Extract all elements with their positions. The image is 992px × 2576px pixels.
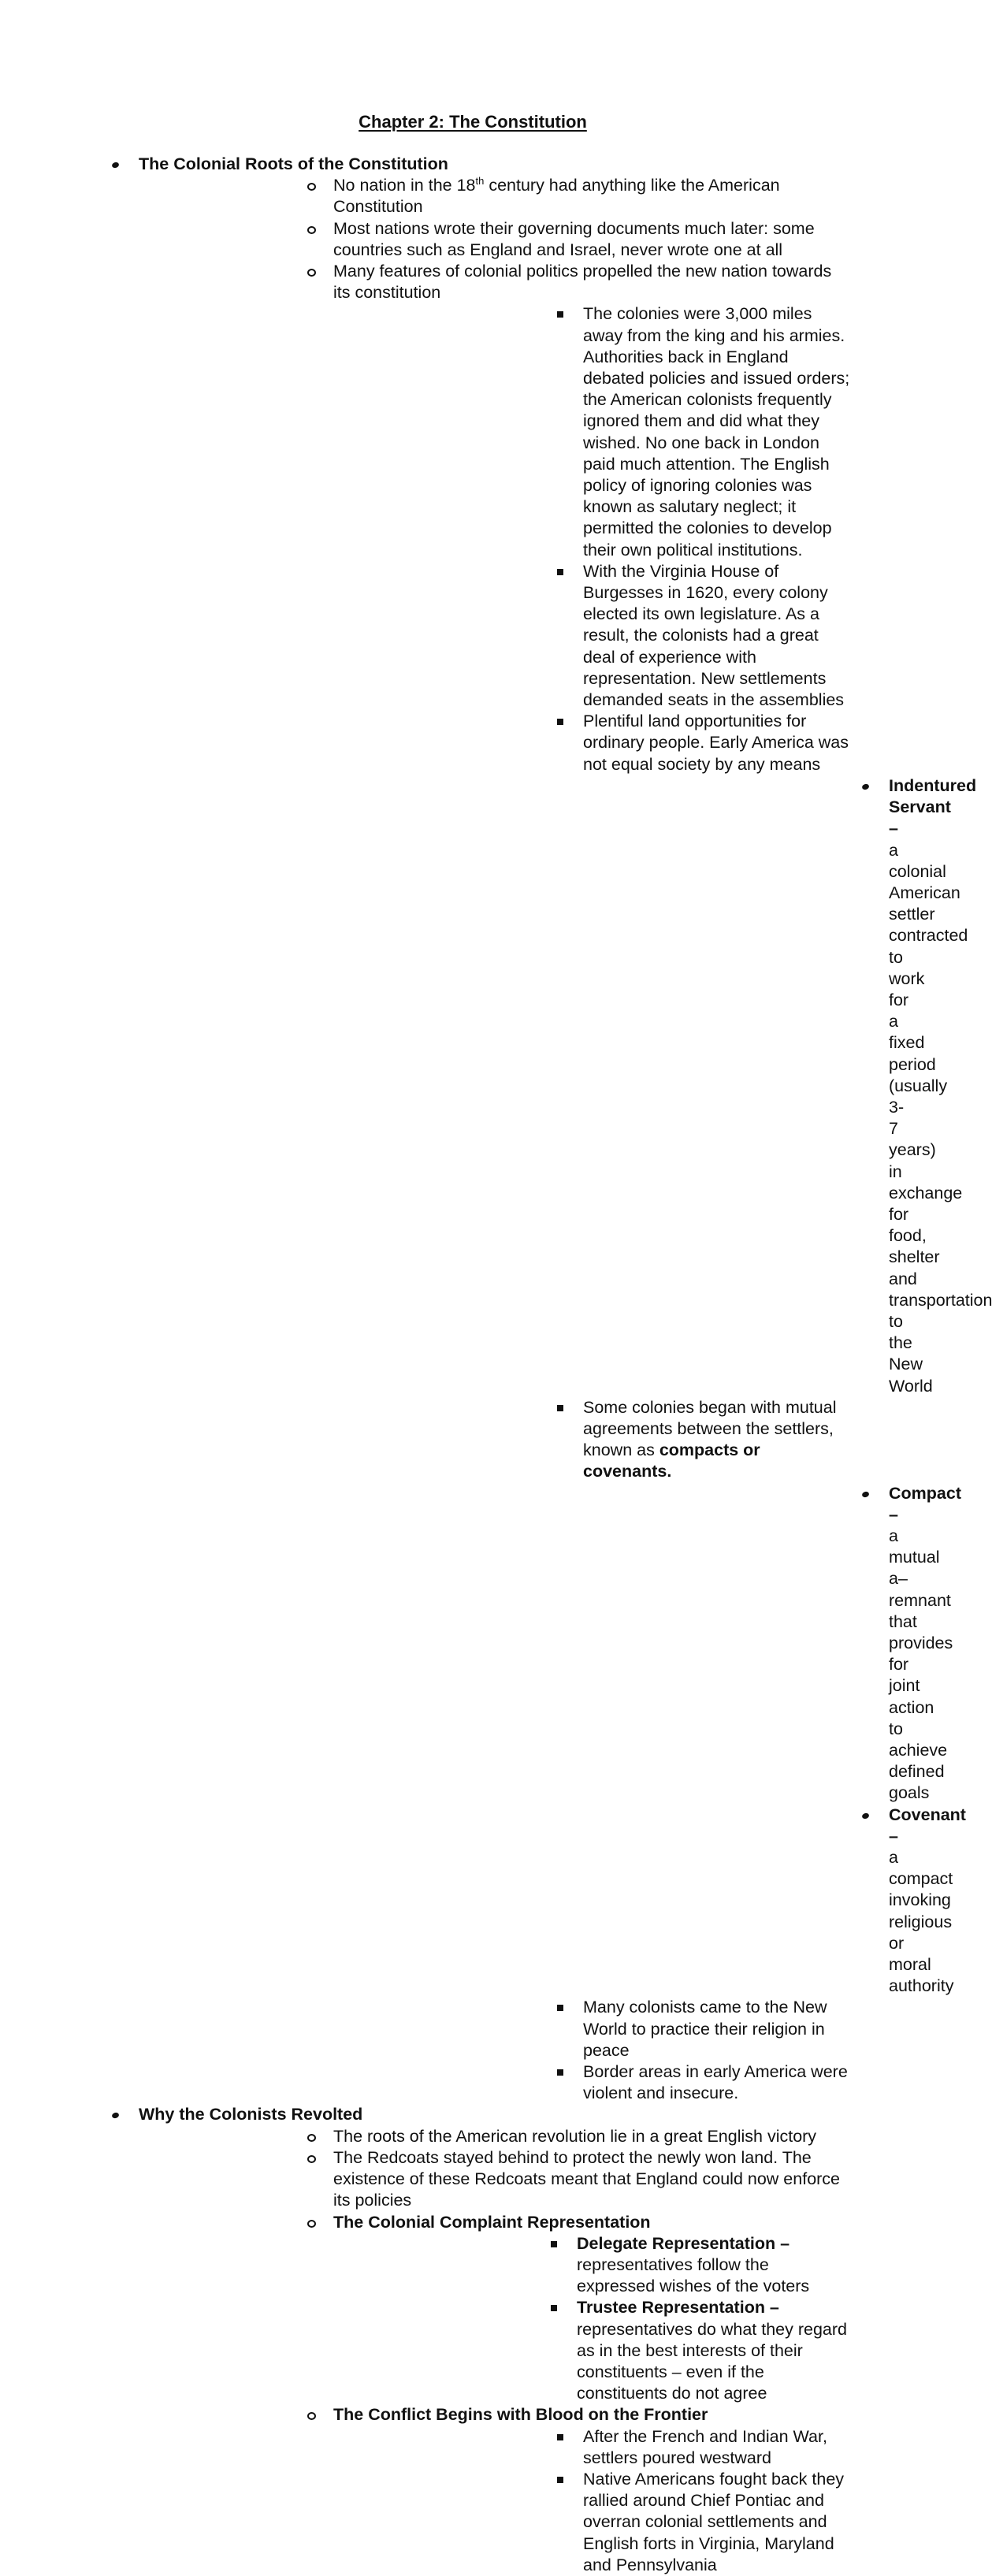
subsection-heading: The Colonial Complaint Representation xyxy=(333,2212,651,2232)
bullet-ring-icon xyxy=(307,183,316,191)
list-item-text: Plentiful land opportunities for ordinary people. Early America was not equal society by any means xyxy=(583,712,849,774)
bullet-square-icon xyxy=(557,2069,563,2076)
list-item xyxy=(333,1997,946,2061)
subsection-heading: The Conflict Begins with Blood on the Frontier xyxy=(333,2405,708,2425)
list-item xyxy=(333,711,992,1397)
bullet-ring-icon xyxy=(307,2220,316,2228)
bullet-square-icon xyxy=(557,2477,563,2483)
list-item-text: Border areas in early America were violent and insecure. xyxy=(583,2062,848,2103)
bullet-ring-icon xyxy=(307,269,316,277)
definition-text: Compact – a mutual a–remnant that provides for joint action to achieve defined goals xyxy=(889,1483,961,1803)
bullet-square-icon xyxy=(557,1405,563,1411)
list-item-text: Many colonists came to the New World to practice their religion in peace xyxy=(583,1998,827,2060)
section-colonial-roots xyxy=(0,154,992,2104)
bullet-ring-icon xyxy=(307,226,316,234)
list-item-text: Native Americans fought back they rallied around Chief Pontiac and overran colonial settlements and English forts in Virginia, Maryland and Pennsylvania xyxy=(583,2469,845,2574)
notes-outline xyxy=(0,154,992,2576)
subsection-conflict-frontier xyxy=(139,2404,946,2576)
term-label: Indentured Servant – xyxy=(889,775,977,838)
section-why-revolted xyxy=(0,2104,946,2575)
bullet-disc-icon xyxy=(861,1812,870,1820)
list-item xyxy=(333,1397,966,1998)
list-item xyxy=(139,2147,946,2212)
bullet-square-icon xyxy=(557,311,563,318)
list-item-text: With the Virginia House of Burgesses in 1620, every colony elected its own legislature. As a result, the colonists had a great deal of experience with representation. New settlements demanded seats in the assemblies xyxy=(583,561,845,710)
list-item xyxy=(139,175,946,217)
bullet-square-icon xyxy=(551,2241,557,2247)
definition-item xyxy=(333,2297,946,2404)
bullet-square-icon xyxy=(557,719,563,725)
page-title: Chapter 2: The Constitution xyxy=(359,112,587,132)
list-item-text: The Redcoats stayed behind to protect the newly won land. The existence of these Redcoats meant that England could now enforce its policies xyxy=(333,2147,841,2210)
term-label: Covenant – xyxy=(889,1805,966,1846)
bullet-disc-icon xyxy=(111,2112,120,2120)
subsection-colonial-complaint xyxy=(139,2212,946,2405)
list-item-text: Many features of colonial politics propelled the new nation towards its constitution xyxy=(333,262,832,303)
bullet-ring-icon xyxy=(307,2134,316,2142)
list-item xyxy=(333,2061,946,2104)
definition-text: Indentured Servant – a colonial American settler contracted to work for a fixed period (usually 3-7 years) in exchange for food, shelter and transportation to the New World xyxy=(889,775,992,1396)
list-item xyxy=(333,561,946,711)
definition-text: Covenant – a compact invoking religious or moral authority xyxy=(889,1805,966,1996)
definition-text: Delegate Representation – representatives follow the expressed wishes of the voters xyxy=(577,2233,810,2296)
list-item xyxy=(139,218,946,261)
list-item-text: No nation in the 18th century had anything like the American Constitution xyxy=(333,175,780,217)
list-item xyxy=(333,2426,946,2469)
definition-item xyxy=(583,1483,961,1805)
definition-item xyxy=(583,1805,966,1998)
term-label: Compact – xyxy=(889,1483,961,1524)
term-label: Trustee Representation – xyxy=(577,2298,779,2318)
bullet-square-icon xyxy=(557,569,563,575)
bullet-disc-icon xyxy=(861,1490,870,1498)
list-item xyxy=(333,2469,946,2576)
definition-item xyxy=(583,775,992,1397)
list-item xyxy=(333,303,946,560)
list-item-text: Most nations wrote their governing documents much later: some countries such as England and Israel, never wrote one at all xyxy=(333,218,815,259)
bullet-square-icon xyxy=(551,2305,557,2311)
definition-item xyxy=(333,2233,946,2298)
term-label: Delegate Representation – xyxy=(577,2233,790,2253)
section-heading: Why the Colonists Revolted xyxy=(139,2105,363,2124)
definition-text: Trustee Representation – representatives do what they regard as in the best interests of their constituents – even if the constituents do not agree xyxy=(577,2298,848,2403)
bullet-ring-icon xyxy=(307,2155,316,2163)
list-item xyxy=(139,261,992,2104)
list-item xyxy=(139,2126,946,2147)
bullet-square-icon xyxy=(557,2005,563,2011)
bullet-square-icon xyxy=(557,2434,563,2440)
section-heading: The Colonial Roots of the Constitution xyxy=(139,154,448,173)
list-item-text: After the French and Indian War, settlers poured westward xyxy=(583,2426,827,2467)
bullet-ring-icon xyxy=(307,2412,316,2420)
bullet-disc-icon xyxy=(861,783,870,791)
list-item-text: The colonies were 3,000 miles away from the king and his armies. Authorities back in England debated policies and issued orders; the American colonists frequently ignored them and did what they wished. No one back in London paid much attention. The English policy of ignoring colonies was known as salutary neglect; it permitted the colonies to develop their own political institutions. xyxy=(583,304,850,559)
list-item-text: Some colonies began with mutual agreements between the settlers, known as compacts or covenants. xyxy=(583,1397,837,1481)
bullet-disc-icon xyxy=(111,162,120,169)
list-item-text: The roots of the American revolution lie in a great English victory xyxy=(333,2126,817,2146)
